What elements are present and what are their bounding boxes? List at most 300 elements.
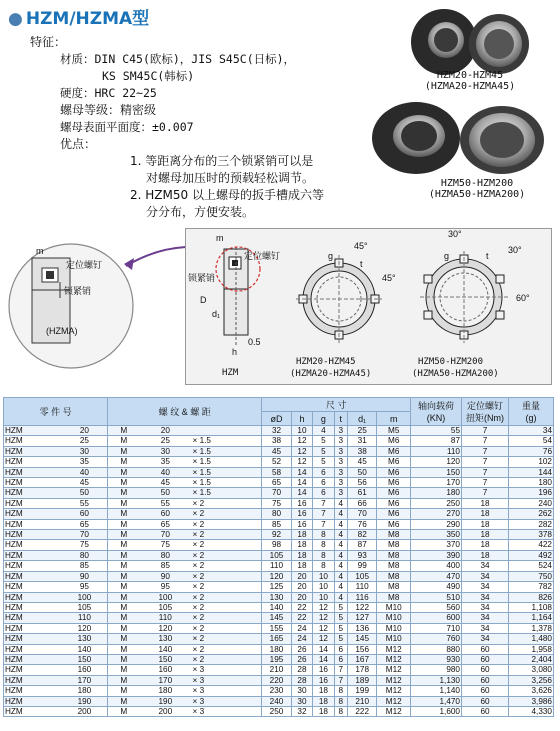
cell-t: 8 <box>334 696 347 706</box>
cell-size: 140 <box>61 644 107 654</box>
cell-screw: M6 <box>377 498 411 508</box>
cell-m: M <box>108 592 139 602</box>
table-row <box>4 436 554 446</box>
cell-t: 4 <box>334 571 347 581</box>
cell-pitch: × 2 <box>192 613 262 623</box>
zoom-detail <box>6 238 186 378</box>
cell-od: 120 <box>262 571 291 581</box>
cell-size: 80 <box>61 550 107 560</box>
zoom-dim-m: m <box>36 246 44 256</box>
cell-h: 16 <box>291 519 312 529</box>
cell-m: M <box>108 686 139 696</box>
cell-h: 20 <box>291 571 312 581</box>
cell-m: M <box>108 426 139 436</box>
cell-torque: 34 <box>462 613 509 623</box>
page-title <box>8 4 149 29</box>
cell-g: 5 <box>313 446 334 456</box>
lock-pin-label: 锁紧销 <box>188 273 216 283</box>
cell-pitch: × 2 <box>192 530 262 540</box>
spec-material: 材质：DIN C45(欧标)，JIS S45C(日标)， <box>60 52 296 66</box>
cell-g: 8 <box>313 530 334 540</box>
cell-torque: 7 <box>462 446 509 456</box>
cell-series: HZM <box>4 530 62 540</box>
cell-t: 4 <box>334 530 347 540</box>
table-row <box>4 509 554 519</box>
cell-thread: 70 <box>139 530 191 540</box>
cell-t: 3 <box>334 457 347 467</box>
spec-flatness: 螺母表面平面度：±0.007 <box>60 120 194 134</box>
cell-g: 10 <box>313 571 334 581</box>
large-dim-t: t <box>486 251 489 261</box>
cell-axial: 120 <box>411 457 462 467</box>
spec-table <box>3 397 554 717</box>
cell-m: M <box>108 509 139 519</box>
cell-torque: 34 <box>462 634 509 644</box>
cell-d1: 82 <box>347 530 376 540</box>
cell-t: 3 <box>334 436 347 446</box>
table-row <box>4 488 554 498</box>
cell-t: 3 <box>334 478 347 488</box>
cell-d1: 210 <box>347 696 376 706</box>
cell-series: HZM <box>4 654 62 664</box>
cell-t: 6 <box>334 644 347 654</box>
cell-series: HZM <box>4 550 62 560</box>
cell-axial: 180 <box>411 488 462 498</box>
cell-torque: 34 <box>462 623 509 633</box>
cell-series: HZM <box>4 706 62 716</box>
cell-pitch: × 1.5 <box>192 436 262 446</box>
cell-screw: M6 <box>377 446 411 456</box>
cell-thread: 160 <box>139 665 191 675</box>
cell-torque: 60 <box>462 665 509 675</box>
table-row <box>4 696 554 706</box>
cell-t: 4 <box>334 540 347 550</box>
small-view-caption-1: HZM20-HZM45 <box>296 357 356 367</box>
cell-d1: 56 <box>347 478 376 488</box>
cell-weight: 54 <box>509 436 554 446</box>
cell-torque: 7 <box>462 478 509 488</box>
cell-h: 28 <box>291 675 312 685</box>
cell-m: M <box>108 561 139 571</box>
angle-45b-label: 45° <box>382 273 396 283</box>
cell-m: M <box>108 530 139 540</box>
spec-heading: 特征： <box>30 35 67 49</box>
small-caption-line-1: HZM20-HZM45 <box>436 70 504 81</box>
cell-axial: 880 <box>411 644 462 654</box>
cell-thread: 95 <box>139 582 191 592</box>
cell-h: 12 <box>291 457 312 467</box>
zoom-lock-label: 锁紧销 <box>64 286 92 296</box>
table-row <box>4 530 554 540</box>
cell-axial: 110 <box>411 446 462 456</box>
cell-series: HZM <box>4 686 62 696</box>
cell-d1: 178 <box>347 665 376 675</box>
table-row <box>4 571 554 581</box>
cell-g: 7 <box>313 509 334 519</box>
cell-t: 3 <box>334 488 347 498</box>
cell-size: 65 <box>61 519 107 529</box>
cell-size: 200 <box>61 706 107 716</box>
cell-od: 230 <box>262 686 291 696</box>
cell-od: 155 <box>262 623 291 633</box>
cell-axial: 370 <box>411 540 462 550</box>
cell-g: 16 <box>313 665 334 675</box>
cell-size: 160 <box>61 665 107 675</box>
cell-h: 26 <box>291 644 312 654</box>
cell-screw: M8 <box>377 530 411 540</box>
cell-od: 130 <box>262 592 291 602</box>
cell-g: 6 <box>313 467 334 477</box>
cell-t: 4 <box>334 498 347 508</box>
cell-series: HZM <box>4 446 62 456</box>
advantage-1-cont: 对螺母加压时的预载轻松调节。 <box>146 171 315 185</box>
cell-g: 18 <box>313 686 334 696</box>
cell-m: M <box>108 613 139 623</box>
cell-od: 210 <box>262 665 291 675</box>
cell-h: 18 <box>291 540 312 550</box>
cell-d1: 189 <box>347 675 376 685</box>
table-row <box>4 467 554 477</box>
drawing-dim-m: m <box>216 233 224 243</box>
cell-weight: 144 <box>509 467 554 477</box>
cell-thread: 130 <box>139 634 191 644</box>
cell-d1: 156 <box>347 644 376 654</box>
cell-series: HZM <box>4 519 62 529</box>
cell-weight: 196 <box>509 488 554 498</box>
col-thread: 螺 纹 & 螺 距 <box>108 398 262 426</box>
cell-pitch: × 2 <box>192 509 262 519</box>
cell-axial: 170 <box>411 478 462 488</box>
cell-series: HZM <box>4 675 62 685</box>
large-caption-line-2: (HZMA50-HZMA200) <box>428 189 526 200</box>
cell-d1: 70 <box>347 509 376 519</box>
cell-od: 85 <box>262 519 291 529</box>
cell-m: M <box>108 446 139 456</box>
cell-weight: 422 <box>509 540 554 550</box>
cell-od: 80 <box>262 509 291 519</box>
cell-d1: 99 <box>347 561 376 571</box>
cell-axial: 600 <box>411 613 462 623</box>
col-d1: d₁ <box>347 412 376 426</box>
cell-size: 110 <box>61 613 107 623</box>
cell-series: HZM <box>4 436 62 446</box>
large-view-caption-1: HZM50-HZM200 <box>418 357 484 367</box>
cell-od: 65 <box>262 478 291 488</box>
technical-drawing <box>185 228 552 385</box>
cell-h: 12 <box>291 446 312 456</box>
cell-g: 14 <box>313 654 334 664</box>
cell-g: 8 <box>313 540 334 550</box>
cell-thread: 150 <box>139 654 191 664</box>
cell-screw: M6 <box>377 436 411 446</box>
cell-m: M <box>108 696 139 706</box>
cell-weight: 3,626 <box>509 686 554 696</box>
cell-weight: 1,378 <box>509 623 554 633</box>
cell-axial: 150 <box>411 467 462 477</box>
cell-screw: M10 <box>377 613 411 623</box>
cell-series: HZM <box>4 644 62 654</box>
cell-weight: 240 <box>509 498 554 508</box>
cell-series: HZM <box>4 623 62 633</box>
cell-axial: 980 <box>411 665 462 675</box>
cell-size: 55 <box>61 498 107 508</box>
cell-torque: 18 <box>462 509 509 519</box>
cell-torque: 34 <box>462 561 509 571</box>
cell-od: 75 <box>262 498 291 508</box>
zoom-locating-label: 定位螺钉 <box>66 260 103 270</box>
cell-size: 85 <box>61 561 107 571</box>
cell-weight: 3,256 <box>509 675 554 685</box>
cell-weight: 782 <box>509 582 554 592</box>
cell-h: 26 <box>291 654 312 664</box>
cell-g: 18 <box>313 696 334 706</box>
cell-size: 190 <box>61 696 107 706</box>
cell-g: 14 <box>313 644 334 654</box>
cell-weight: 1,164 <box>509 613 554 623</box>
cell-h: 24 <box>291 623 312 633</box>
drawing-dim-05: 0.5 <box>248 337 261 347</box>
cell-g: 5 <box>313 436 334 446</box>
cell-t: 3 <box>334 446 347 456</box>
cell-od: 105 <box>262 550 291 560</box>
cell-thread: 170 <box>139 675 191 685</box>
cell-od: 32 <box>262 426 291 436</box>
table-row <box>4 561 554 571</box>
cell-d1: 116 <box>347 592 376 602</box>
cell-size: 90 <box>61 571 107 581</box>
cell-h: 20 <box>291 592 312 602</box>
cell-pitch: × 2 <box>192 550 262 560</box>
cell-m: M <box>108 623 139 633</box>
cell-screw: M8 <box>377 582 411 592</box>
cell-od: 92 <box>262 530 291 540</box>
angle-30b-label: 30° <box>508 245 522 255</box>
cell-series: HZM <box>4 582 62 592</box>
cell-size: 25 <box>61 436 107 446</box>
cell-pitch: × 1.5 <box>192 467 262 477</box>
col-axial: 轴向载荷 (KN) <box>411 398 462 426</box>
drawing-dim-d: D <box>200 295 207 305</box>
cell-pitch: × 1.5 <box>192 478 262 488</box>
cell-m: M <box>108 602 139 612</box>
cell-torque: 18 <box>462 519 509 529</box>
cell-h: 18 <box>291 550 312 560</box>
cell-h: 22 <box>291 602 312 612</box>
cell-size: 120 <box>61 623 107 633</box>
cell-thread: 85 <box>139 561 191 571</box>
table-row <box>4 634 554 644</box>
cell-g: 12 <box>313 623 334 633</box>
cell-axial: 270 <box>411 509 462 519</box>
cell-torque: 60 <box>462 696 509 706</box>
table-row <box>4 592 554 602</box>
cell-m: M <box>108 665 139 675</box>
cell-g: 7 <box>313 519 334 529</box>
cell-thread: 180 <box>139 686 191 696</box>
cell-series: HZM <box>4 602 62 612</box>
cell-m: M <box>108 488 139 498</box>
cell-m: M <box>108 457 139 467</box>
angle-45-label: 45° <box>354 241 368 251</box>
cell-weight: 76 <box>509 446 554 456</box>
spec-grade: 螺母等级：精密级 <box>60 103 157 117</box>
cell-torque: 34 <box>462 582 509 592</box>
cell-series: HZM <box>4 488 62 498</box>
cell-screw: M12 <box>377 686 411 696</box>
spec-advantages: 优点： <box>60 137 97 151</box>
cell-torque: 18 <box>462 540 509 550</box>
cell-pitch: × 1.5 <box>192 488 262 498</box>
cell-h: 32 <box>291 706 312 716</box>
table-row <box>4 613 554 623</box>
cell-od: 165 <box>262 634 291 644</box>
drawing-dim-d1: d₁ <box>212 309 221 319</box>
cell-size: 60 <box>61 509 107 519</box>
cell-h: 24 <box>291 634 312 644</box>
cell-m: M <box>108 498 139 508</box>
cell-m: M <box>108 675 139 685</box>
col-weight: 重量 (g) <box>509 398 554 426</box>
cell-pitch: × 1.5 <box>192 457 262 467</box>
cell-pitch: × 1.5 <box>192 446 262 456</box>
cell-weight: 34 <box>509 426 554 436</box>
cell-axial: 87 <box>411 436 462 446</box>
cell-series: HZM <box>4 696 62 706</box>
small-photo-caption <box>405 70 535 92</box>
col-torque: 定位螺钉 扭矩(Nm) <box>462 398 509 426</box>
cell-d1: 45 <box>347 457 376 467</box>
cell-weight: 1,958 <box>509 644 554 654</box>
cell-size: 70 <box>61 530 107 540</box>
large-dim-g: g <box>444 251 450 261</box>
table-row <box>4 519 554 529</box>
cell-size: 150 <box>61 654 107 664</box>
table-row <box>4 644 554 654</box>
cell-thread: 65 <box>139 519 191 529</box>
cell-pitch: × 2 <box>192 654 262 664</box>
cell-torque: 60 <box>462 686 509 696</box>
advantage-2: 2. HZM50 以上螺母的扳手槽成六等 <box>130 188 324 202</box>
cell-pitch <box>192 426 262 436</box>
cell-h: 14 <box>291 467 312 477</box>
cell-h: 28 <box>291 665 312 675</box>
zoom-caption: (HZMA) <box>46 326 78 336</box>
cell-size: 30 <box>61 446 107 456</box>
cell-pitch: × 2 <box>192 519 262 529</box>
cell-series: HZM <box>4 571 62 581</box>
cell-d1: 76 <box>347 519 376 529</box>
cell-thread: 40 <box>139 467 191 477</box>
cell-weight: 4,330 <box>509 706 554 716</box>
cell-d1: 110 <box>347 582 376 592</box>
col-m: m <box>377 412 411 426</box>
cell-screw: M12 <box>377 706 411 716</box>
cell-pitch: × 3 <box>192 706 262 716</box>
cell-axial: 1,470 <box>411 696 462 706</box>
cell-od: 110 <box>262 561 291 571</box>
col-g: g <box>313 412 334 426</box>
cell-torque: 34 <box>462 592 509 602</box>
cell-d1: 31 <box>347 436 376 446</box>
cell-t: 5 <box>334 623 347 633</box>
cell-weight: 826 <box>509 592 554 602</box>
cell-screw: M6 <box>377 519 411 529</box>
cell-m: M <box>108 436 139 446</box>
cell-g: 8 <box>313 550 334 560</box>
large-caption-line-1: HZM50-HZM200 <box>440 178 514 189</box>
cell-h: 20 <box>291 582 312 592</box>
cell-pitch: × 2 <box>192 571 262 581</box>
cell-od: 250 <box>262 706 291 716</box>
cell-weight: 1,108 <box>509 602 554 612</box>
cell-pitch: × 2 <box>192 498 262 508</box>
cell-screw: M12 <box>377 696 411 706</box>
table-row <box>4 582 554 592</box>
cell-series: HZM <box>4 509 62 519</box>
cell-size: 95 <box>61 582 107 592</box>
cell-pitch: × 2 <box>192 602 262 612</box>
cell-h: 30 <box>291 696 312 706</box>
cell-d1: 87 <box>347 540 376 550</box>
cell-thread: 45 <box>139 478 191 488</box>
cell-torque: 60 <box>462 654 509 664</box>
col-part: 零 件 号 <box>4 398 108 426</box>
cell-d1: 61 <box>347 488 376 498</box>
bullet-icon: ● <box>8 9 23 29</box>
cell-weight: 282 <box>509 519 554 529</box>
cell-pitch: × 3 <box>192 675 262 685</box>
cell-d1: 93 <box>347 550 376 560</box>
cell-size: 50 <box>61 488 107 498</box>
cell-thread: 110 <box>139 613 191 623</box>
cell-g: 12 <box>313 602 334 612</box>
cell-m: M <box>108 654 139 664</box>
large-view-caption-2: (HZMA50-HZMA200) <box>412 369 499 379</box>
cell-pitch: × 3 <box>192 665 262 675</box>
spec-hardness: 硬度：HRC 22~25 <box>60 86 157 100</box>
cell-axial: 55 <box>411 426 462 436</box>
cell-od: 220 <box>262 675 291 685</box>
cell-d1: 66 <box>347 498 376 508</box>
cell-series: HZM <box>4 478 62 488</box>
cell-h: 30 <box>291 686 312 696</box>
cell-od: 145 <box>262 613 291 623</box>
table-row <box>4 446 554 456</box>
cell-g: 12 <box>313 634 334 644</box>
cell-h: 16 <box>291 498 312 508</box>
col-t: t <box>334 412 347 426</box>
table-row <box>4 550 554 560</box>
cell-screw: M5 <box>377 426 411 436</box>
cell-weight: 262 <box>509 509 554 519</box>
large-photo-caption <box>412 178 542 200</box>
cell-od: 38 <box>262 436 291 446</box>
cell-size: 45 <box>61 478 107 488</box>
table-row <box>4 654 554 664</box>
cell-weight: 1,480 <box>509 634 554 644</box>
cell-screw: M8 <box>377 540 411 550</box>
cell-t: 4 <box>334 509 347 519</box>
cell-od: 58 <box>262 467 291 477</box>
cell-od: 240 <box>262 696 291 706</box>
cell-pitch: × 2 <box>192 644 262 654</box>
cell-h: 22 <box>291 613 312 623</box>
cell-g: 10 <box>313 592 334 602</box>
cell-od: 70 <box>262 488 291 498</box>
cell-size: 35 <box>61 457 107 467</box>
small-view-caption-2: (HZMA20-HZMA45) <box>290 369 372 379</box>
cell-d1: 25 <box>347 426 376 436</box>
